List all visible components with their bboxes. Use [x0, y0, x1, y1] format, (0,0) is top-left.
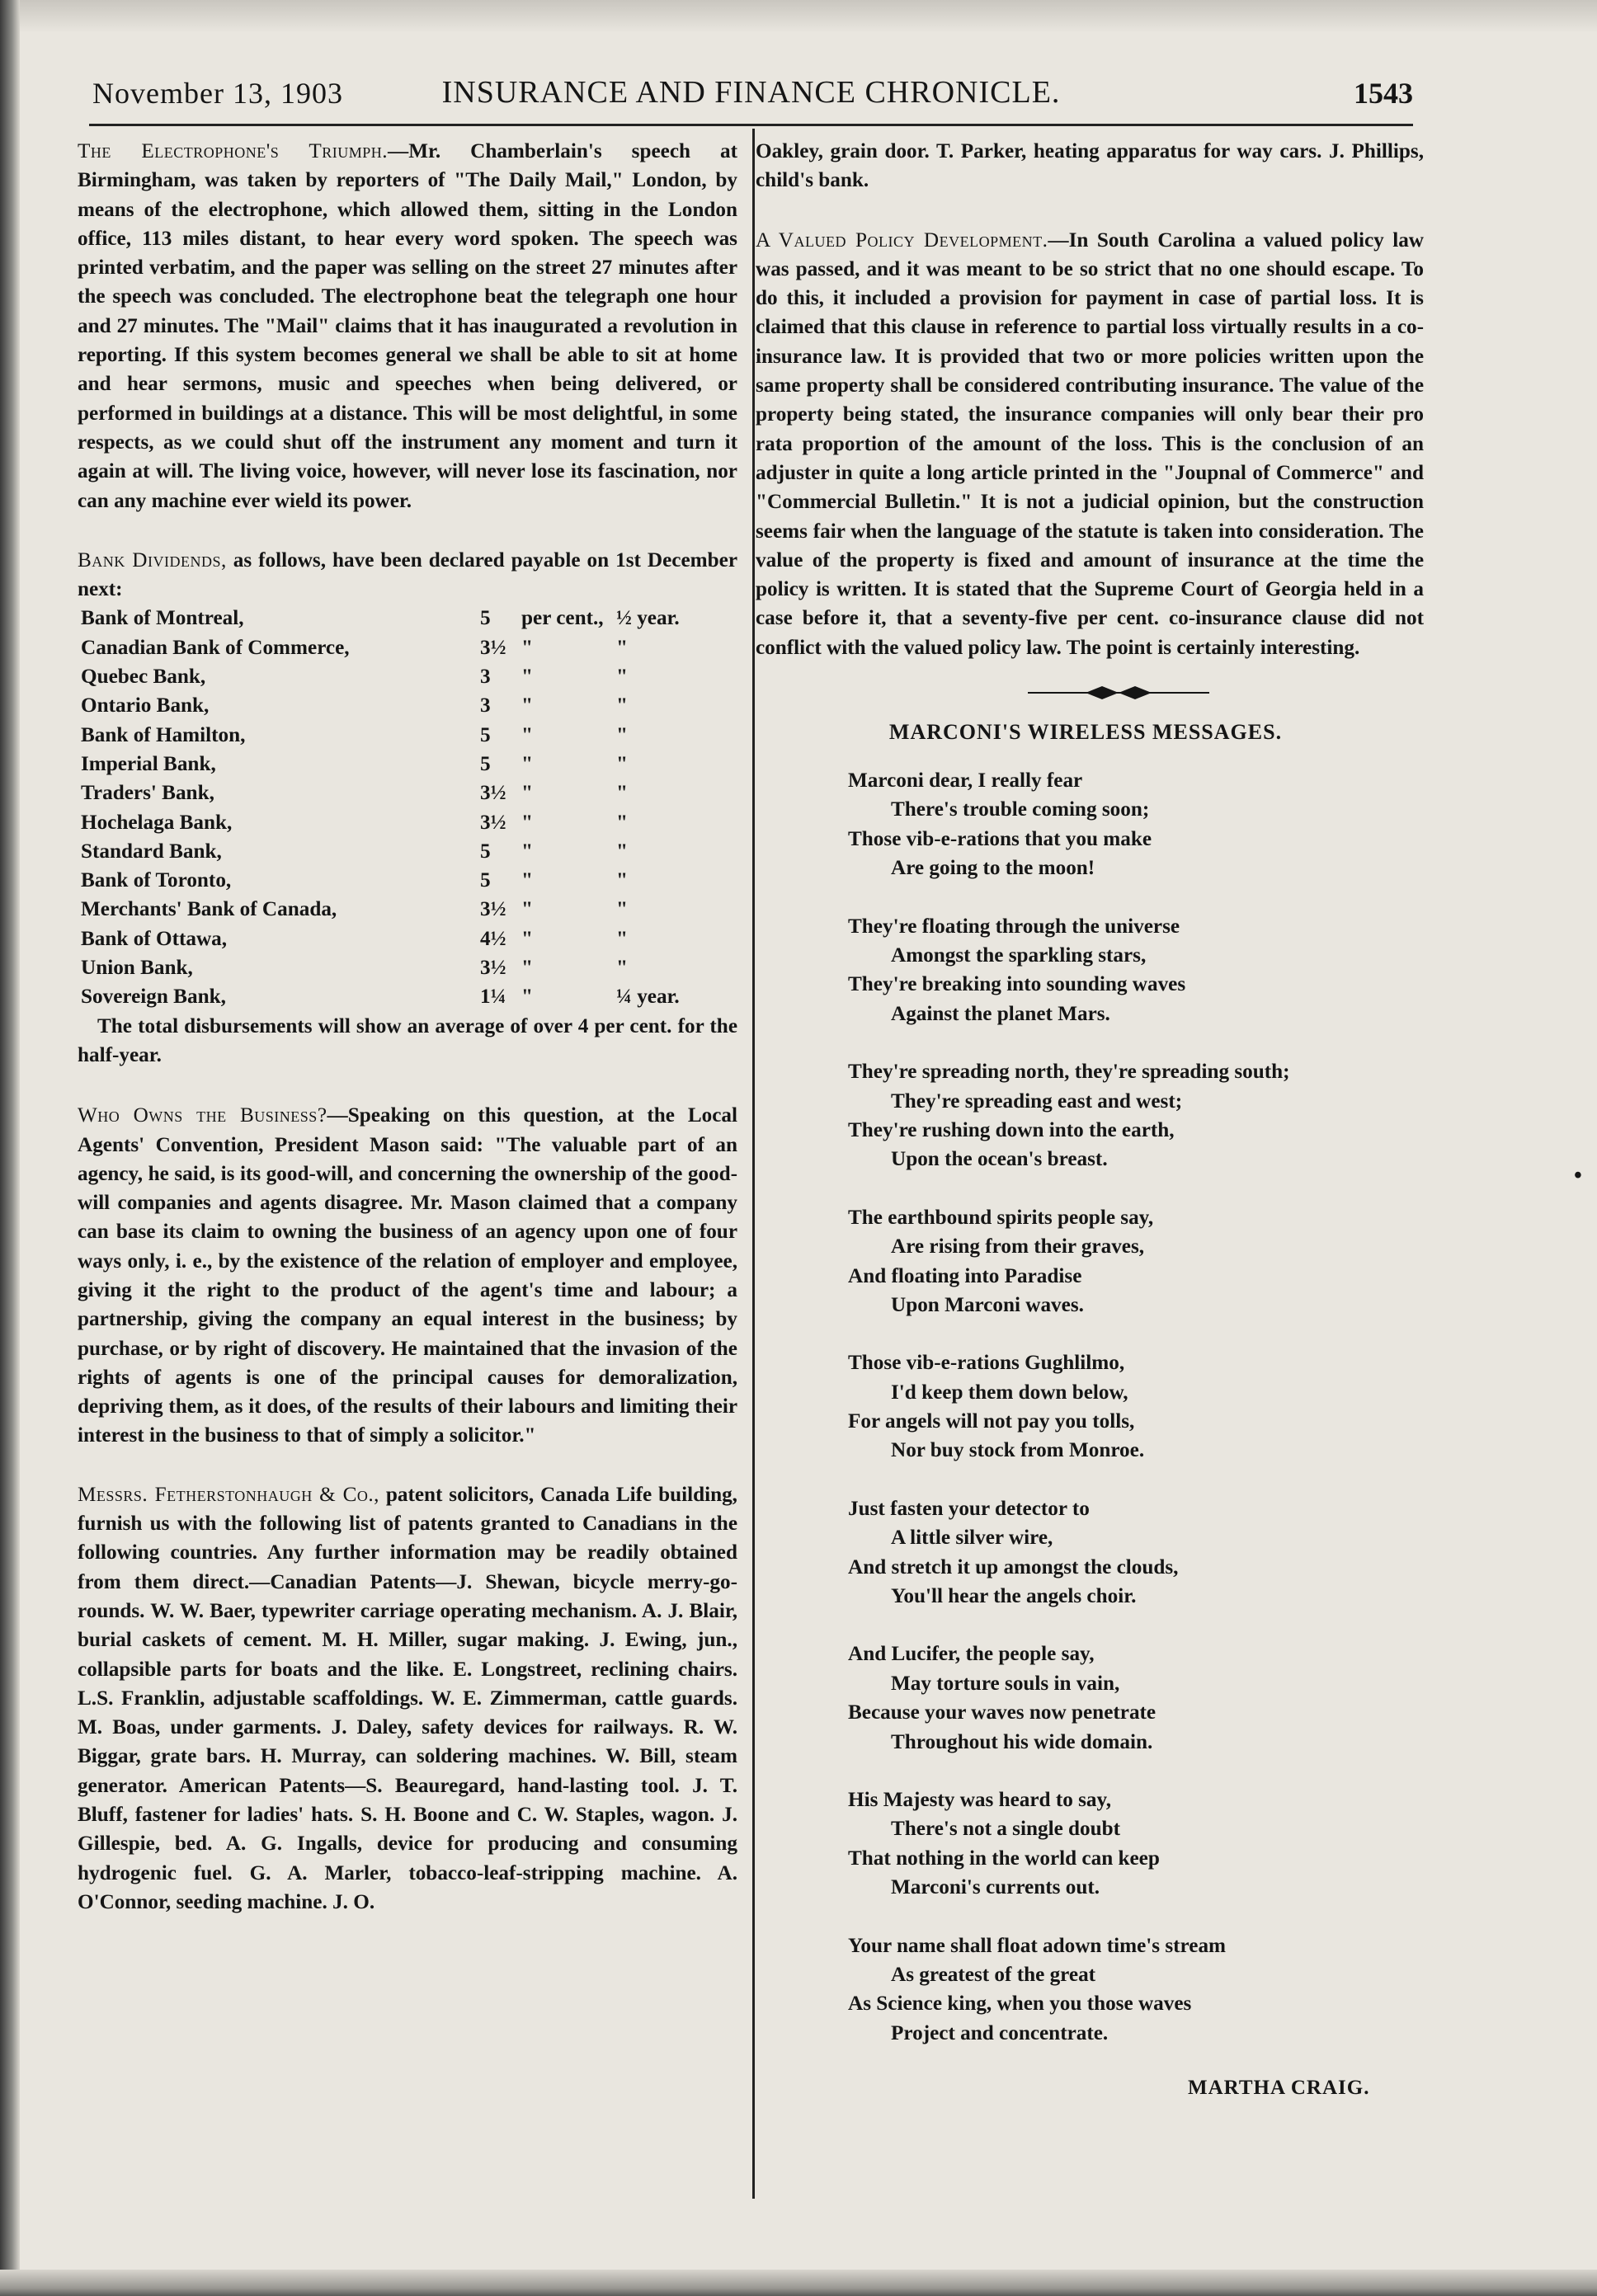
bank-dividends-heading: Bank Dividends, [78, 548, 227, 572]
poem-line: Just fasten your detector to [848, 1497, 1090, 1520]
dividend-row [78, 953, 737, 982]
who-owns-article [78, 1101, 737, 1451]
poem-body [848, 766, 1424, 2048]
rate-term: " [616, 840, 628, 863]
poem-line: They're spreading north, they're spreading south; [848, 1061, 1290, 1084]
poem-line: Those vib-e-rations that you make [848, 827, 1152, 850]
column-divider [752, 129, 755, 2199]
rate-term: " [616, 666, 628, 689]
dividend-rate: 4½ [480, 927, 506, 950]
rate-term: " [616, 782, 628, 805]
dividend-rate: 5 [480, 840, 491, 863]
ornament-divider [1028, 684, 1209, 702]
poem-line: Nor buy stock from Monroe. [891, 1439, 1145, 1462]
bank-name: Bank of Ottawa, [81, 927, 228, 950]
dividend-row [78, 866, 737, 895]
poem-line: And stretch it up amongst the clouds, [848, 1555, 1179, 1578]
who-owns-heading: Who Owns the Business? [78, 1104, 327, 1127]
poem-stanza [848, 1203, 1424, 1320]
rate-term: " [616, 694, 628, 718]
dividend-row [78, 837, 737, 866]
bank-name: Quebec Bank, [81, 666, 206, 689]
who-owns-text: —Speaking on this question, at the Local Agents' Convention, President Mason said: "The valuable part of an agency, he said, is its good-will, and concerning the ownership of the good-will companies and agents disagree. Mr. Mason claimed that a company can base its claim to owning the business of an agency upon one of four ways only, i. e., by the existence of the relation of employer and employee, giving it the right to the product of the agent's time and labour; a partnership, giving the company an equal interest in the business; by purchase, or by right of discovery. He maintained that the invasion of the rights of agents is one of the principal causes for demoralization, depriving them, as it does, of the results of their labours and limiting their interest in the business to that of simply a solicitor." [78, 1104, 737, 1447]
dividend-row [78, 925, 737, 953]
page-bottom-edge [0, 2270, 1597, 2296]
poem-line: As Science king, when you those waves [848, 1993, 1192, 2016]
poem-line: His Majesty was heard to say, [848, 1788, 1112, 1811]
poem-line: Your name shall float adown time's stream [848, 1934, 1227, 1957]
dividends-summary: The total disbursements will show an average of over 4 per cent. for the half-year. [78, 1014, 737, 1066]
dividend-row [78, 691, 737, 720]
poem-line: There's not a single doubt [891, 1818, 1121, 1841]
rate-unit: " [521, 636, 533, 659]
dividend-row [78, 750, 737, 779]
rate-unit: " [521, 694, 533, 718]
header-rule [89, 124, 1413, 126]
poem-stanza [848, 766, 1424, 883]
dividend-row [78, 662, 737, 691]
rate-unit: " [521, 840, 533, 863]
dividend-row [78, 721, 737, 750]
poem-line: Amongst the sparkling stars, [891, 944, 1147, 967]
left-column [78, 137, 737, 1917]
poem-line: They're spreading east and west; [891, 1089, 1183, 1113]
poem-stanza [848, 912, 1424, 1029]
electrophone-text: —Mr. Chamberlain's speech at Birmingham, was taken by reporters of "The Daily Mail," London, by means of the electrophone, which allowed them, sitting in the London office, 113 miles distant, to hear every word spoken. The speech was printed verbatim, and the paper was selling on the street 27 minutes after the speech was concluded. The electrophone beat the telegraph one hour and 27 minutes. The "Mail" claims that it has inaugurated a revolution in reporting. If this system becomes general we shall be able to sit at home and hear sermons, music and speeches when being delivered, or performed in buildings at a distance. This will be most delightful, in some respects, as we could shut off the instrument any moment and turn it again at will. The living voice, however, will never lose its fascination, nor can any machine ever wield its power. [78, 140, 737, 512]
page-top-edge [0, 0, 1597, 33]
poem-line: Are rising from their graves, [891, 1235, 1145, 1259]
bank-name: Bank of Hamilton, [81, 723, 246, 746]
poem-line: Upon the ocean's breast. [891, 1148, 1108, 1171]
bank-name: Imperial Bank, [81, 752, 216, 775]
bank-dividends-intro-text: as follows, have been declared payable on 1st December next: [78, 548, 737, 601]
poem-stanza [848, 1640, 1424, 1757]
dividends-table [78, 604, 737, 1011]
rate-unit: " [521, 723, 533, 746]
bank-name: Ontario Bank, [81, 694, 210, 718]
rate-unit: " [521, 986, 533, 1009]
dividend-row [78, 982, 737, 1011]
poem-line: Marconi dear, I really fear [848, 769, 1083, 793]
poem-line: Because your waves now penetrate [848, 1701, 1157, 1724]
rate-unit: " [521, 782, 533, 805]
poem-line: May torture souls in vain, [891, 1672, 1120, 1695]
rate-term: " [616, 898, 628, 921]
bank-dividends-intro [78, 546, 737, 605]
rate-term: " [616, 811, 628, 834]
dividend-row [78, 779, 737, 807]
rate-term: " [616, 869, 628, 892]
right-column [756, 137, 1424, 2100]
poem-line: As greatest of the great [891, 1963, 1096, 1986]
rate-term: " [616, 752, 628, 775]
poem-line: There's trouble coming soon; [891, 798, 1150, 821]
poem-line: Against the planet Mars. [891, 1002, 1110, 1025]
dividend-rate: 3½ [480, 636, 506, 659]
poem-line: The earthbound spirits people say, [848, 1206, 1154, 1229]
electrophone-article [78, 137, 737, 515]
poem-author: MARTHA CRAIG. [1188, 2077, 1370, 2100]
poem-line: Those vib-e-rations Gughlilmo, [848, 1352, 1125, 1375]
rate-unit: " [521, 666, 533, 689]
poem-line: Are going to the moon! [891, 857, 1095, 880]
dividend-rate: 1¼ [480, 986, 506, 1009]
dividend-rate: 3 [480, 666, 491, 689]
poem-title: MARCONI'S WIRELESS MESSAGES. [888, 720, 1283, 745]
bank-name: Traders' Bank, [81, 782, 214, 805]
rate-term: " [616, 957, 628, 980]
patents-text: patent solicitors, Canada Life building, furnish us with the following list of patents granted to Canadians in the following countries. Any further information may be readily obtained from them direct.—Canadian Patents—J. Shewan, bicycle merry-go-rounds. W. W. Baer, typewriter carriage operating mechanism. A. J. Blair, burial caskets of cement. M. H. Miller, sugar making. J. Ewing, jun., collapsible parts for boats and the like. E. Longstreet, reclining chairs. L.S. Franklin, adjustable scaffoldings. W. E. Zimmerman, cattle guards. M. Boas, under garments. J. Daley, safety devices for railways. R. W. Biggar, grate bars. H. Murray, can soldering machines. W. Bill, steam generator. American Patents—S. Beauregard, hand-lasting tool. J. T. Bluff, fastener for ladies' hats. S. H. Boone and C. W. Staples, wagon. J. Gillespie, bed. A. G. Ingalls, device for producing and consuming hydrogenic fuel. G. A. Marler, tobacco-leaf-stripping machine. A. O'Connor, seeding machine. J. O. [78, 1483, 737, 1913]
bank-name: Standard Bank, [81, 840, 222, 863]
bank-name: Bank of Toronto, [81, 869, 232, 892]
poem-line: Upon Marconi waves. [891, 1293, 1084, 1316]
dividend-rate: 5 [480, 607, 491, 630]
electrophone-heading: The Electrophone's Triumph. [78, 140, 389, 162]
dividend-row [78, 633, 737, 662]
poem-line: And Lucifer, the people say, [848, 1643, 1095, 1666]
poem-line: I'd keep them down below, [891, 1381, 1128, 1404]
poem-line: Project and concentrate. [891, 2021, 1109, 2044]
bank-name: Merchants' Bank of Canada, [81, 898, 337, 921]
issue-date: November 13, 1903 [92, 77, 343, 110]
valued-policy-text: —In South Carolina a valued policy law was passed, and it was meant to be so strict that no one should escape. To do this, it included a provision for payment in case of partial loss. It is claimed that this clause in reference to partial loss virtually results in a co-insurance law. It is provided that two or more policies written upon the same property shall be considered contributing insurance. The value of the property being stated, the insurance companies will only bear their pro rata proportion of the amount of the loss. This is the conclusion of an adjuster in quite a long article printed in the "Joupnal of Commerce" and "Commercial Bulletin." It is not a judicial opinion, but the construction seems fair when the language of the statute is taken into consideration. The value of the property is fixed and amount of insurance at the time the policy is written. It is stated that the Supreme Court of Georgia held in a case before it, that a seventy-five per cent. co-insurance clause did not conflict with the valued policy law. The point is certainly interesting. [756, 228, 1424, 659]
dividend-row [78, 808, 737, 837]
poem-line: That nothing in the world can keep [848, 1847, 1160, 1870]
dividend-row [78, 604, 737, 633]
valued-policy-article [756, 226, 1424, 662]
dividend-rate: 3½ [480, 957, 506, 980]
dividend-rate: 5 [480, 869, 491, 892]
poem-stanza [848, 1494, 1424, 1611]
poem-line: You'll hear the angels choir. [891, 1585, 1137, 1608]
rate-unit: " [521, 752, 533, 775]
poem-line: They're floating through the universe [848, 915, 1180, 938]
dividend-rate: 3½ [480, 898, 506, 921]
valued-policy-heading: A Valued Policy Development. [756, 228, 1048, 252]
poem-line: They're rushing down into the earth, [848, 1118, 1175, 1141]
poem-line: They're breaking into sounding waves [848, 973, 1186, 996]
rate-term: ¼ year. [616, 986, 680, 1009]
dividend-row [78, 895, 737, 924]
dividend-rate: 3 [480, 694, 491, 718]
rate-term: ½ year. [616, 607, 680, 630]
poem-line: And floating into Paradise [848, 1264, 1082, 1287]
poem-stanza [848, 1931, 1424, 2049]
rate-unit: " [521, 927, 533, 950]
page-left-edge [0, 0, 20, 2296]
rate-unit: " [521, 957, 533, 980]
bank-name: Hochelaga Bank, [81, 811, 233, 834]
rate-unit: " [521, 811, 533, 834]
rate-term: " [616, 927, 628, 950]
dividend-rate: 5 [480, 752, 491, 775]
patents-heading: Messrs. Fetherstonhaugh & Co., [78, 1483, 379, 1506]
dividend-rate: 3½ [480, 811, 506, 834]
rate-term: " [616, 723, 628, 746]
page-number: 1543 [1354, 77, 1413, 110]
rate-unit: " [521, 898, 533, 921]
poem-line: Marconi's currents out. [891, 1876, 1100, 1899]
bank-name: Union Bank, [81, 957, 193, 980]
patents-continued: Oakley, grain door. T. Parker, heating apparatus for way cars. J. Phillips, child's bank. [756, 140, 1424, 192]
bank-name: Canadian Bank of Commerce, [81, 636, 350, 659]
poem-stanza [848, 1786, 1424, 1903]
patents-article [78, 1480, 737, 1917]
poem-stanza [848, 1348, 1424, 1466]
dividend-rate: 5 [480, 723, 491, 746]
rate-unit: " [521, 869, 533, 892]
poem-stanza [848, 1057, 1424, 1174]
margin-mark: • [1574, 1163, 1582, 1188]
publication-title: INSURANCE AND FINANCE CHRONICLE. [441, 75, 1061, 110]
page-header [89, 71, 1413, 120]
bank-name: Sovereign Bank, [81, 986, 226, 1009]
rate-term: " [616, 636, 628, 659]
poem-line: For angels will not pay you tolls, [848, 1410, 1135, 1433]
poem-line: A little silver wire, [891, 1527, 1053, 1550]
poem-line: Throughout his wide domain. [891, 1730, 1153, 1753]
bank-name: Bank of Montreal, [81, 607, 244, 630]
dividend-rate: 3½ [480, 782, 506, 805]
rate-unit: per cent., [521, 607, 604, 630]
